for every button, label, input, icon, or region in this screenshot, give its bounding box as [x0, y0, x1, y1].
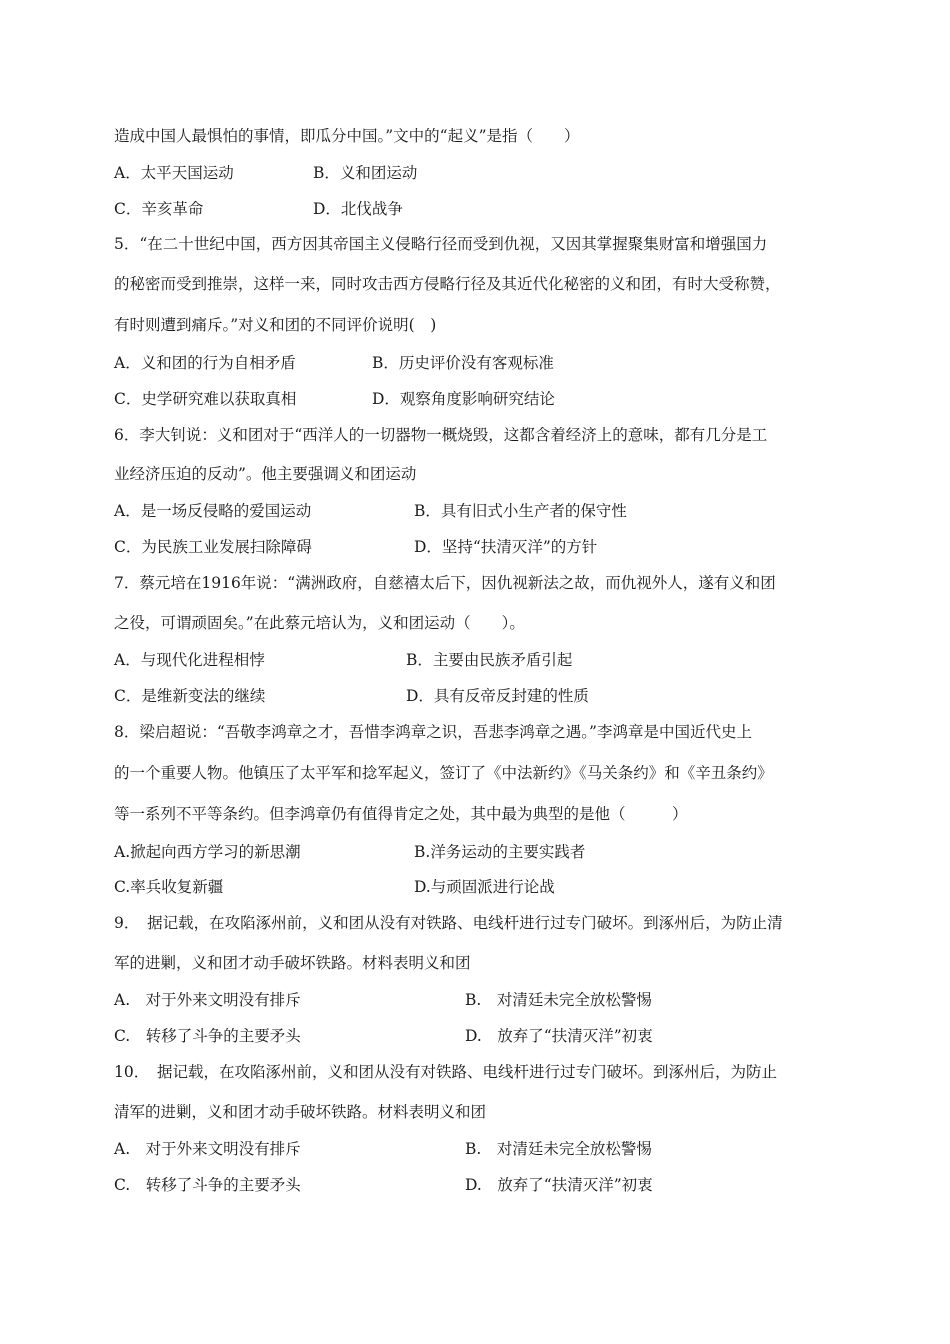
q4-option-c: C．辛亥革命: [114, 200, 204, 218]
q9-option-b: B. 对清廷未完全放松警惕: [465, 991, 652, 1009]
question-5-line-3: 有时则遭到痛斥。”对义和团的不同评价说明( ): [114, 316, 437, 334]
question-8-line-3: 等一系列不平等条约。但李鸿章仍有值得肯定之处，其中最为典型的是他（ ）: [114, 805, 688, 823]
q9-option-a: A. 对于外来文明没有排斥: [114, 991, 301, 1009]
q5-option-b: B．历史评价没有客观标准: [372, 354, 554, 372]
q10-option-b: B. 对清廷未完全放松警惕: [465, 1140, 652, 1158]
q9-option-c: C. 转移了斗争的主要矛头: [114, 1027, 301, 1045]
q7-option-a: A．与现代化进程相悖: [114, 651, 265, 669]
question-6-line-2: 业经济压迫的反动”。他主要强调义和团运动: [114, 465, 417, 483]
q10-option-d: D. 放弃了“扶清灭洋”初衷: [465, 1176, 653, 1194]
question-5-line-2: 的秘密而受到推崇，这样一来，同时攻击西方侵略行径及其近代化秘密的义和团，有时大受称赞，: [114, 275, 781, 293]
q5-option-c: C．史学研究难以获取真相: [114, 390, 297, 408]
q4-option-a: A．太平天国运动: [114, 164, 234, 182]
question-7-line-1: 7．蔡元培在1916年说：“满洲政府，自慈禧太后下，因仇视新法之故，而仇视外人，遂有义和团: [114, 574, 776, 592]
q7-option-c: C．是维新变法的继续: [114, 687, 266, 705]
question-10-line-2: 清军的进剿，义和团才动手破坏铁路。材料表明义和团: [114, 1103, 487, 1121]
question-7-line-2: 之役，可谓顽固矣。”在此蔡元培认为，义和团运动（ ）。: [114, 614, 525, 632]
q9-option-d: D. 放弃了“扶清灭洋”初衷: [465, 1027, 653, 1045]
q6-option-c: C．为民族工业发展扫除障碍: [114, 538, 312, 556]
q5-option-a: A．义和团的行为自相矛盾: [114, 354, 296, 372]
question-5-line-1: 5．“在二十世纪中国，西方因其帝国主义侵略行径而受到仇视，又因其掌握聚集财富和增强国力: [114, 235, 768, 253]
q7-option-d: D．具有反帝反封建的性质: [406, 687, 589, 705]
question-9-line-2: 军的进剿，义和团才动手破坏铁路。材料表明义和团: [114, 954, 471, 972]
q8-option-a: A.掀起向西方学习的新思潮: [114, 843, 301, 861]
q8-option-b: B.洋务运动的主要实践者: [414, 843, 586, 861]
q10-option-c: C. 转移了斗争的主要矛头: [114, 1176, 301, 1194]
q10-option-a: A. 对于外来文明没有排斥: [114, 1140, 301, 1158]
question-4-stem-tail: 造成中国人最惧怕的事情，即瓜分中国。”文中的“起义”是指（ ）: [114, 127, 580, 145]
q6-option-a: A．是一场反侵略的爱国运动: [114, 502, 312, 520]
question-9-line-1: 9． 据记载，在攻陷涿州前，义和团从没有对铁路、电线杆进行过专门破坏。到涿州后，为防止清: [114, 914, 783, 932]
q5-option-d: D．观察角度影响研究结论: [372, 390, 555, 408]
q4-option-b: B．义和团运动: [313, 164, 418, 182]
q6-option-d: D．坚持“扶清灭洋”的方针: [414, 538, 598, 556]
q8-option-d: D.与顽固派进行论战: [414, 878, 555, 896]
question-8-line-1: 8．梁启超说：“吾敬李鸿章之才，吾惜李鸿章之识，吾悲李鸿章之遇。”李鸿章是中国近代史上: [114, 723, 752, 741]
q4-option-d: D．北伐战争: [313, 200, 403, 218]
question-8-line-2: 的一个重要人物。他镇压了太平军和捻军起义，签订了《中法新约》《马关条约》和《辛丑条约》: [114, 764, 773, 782]
q6-option-b: B．具有旧式小生产者的保守性: [414, 502, 627, 520]
question-6-line-1: 6．李大钊说：义和团对于“西洋人的一切器物一概烧毁，这都含着经济上的意味，都有几分是工: [114, 426, 768, 444]
q8-option-c: C.率兵收复新疆: [114, 878, 224, 896]
q7-option-b: B．主要由民族矛盾引起: [406, 651, 573, 669]
question-10-line-1: 10． 据记载，在攻陷涿州前，义和团从没有对铁路、电线杆进行过专门破坏。到涿州后，为防止: [114, 1063, 777, 1081]
